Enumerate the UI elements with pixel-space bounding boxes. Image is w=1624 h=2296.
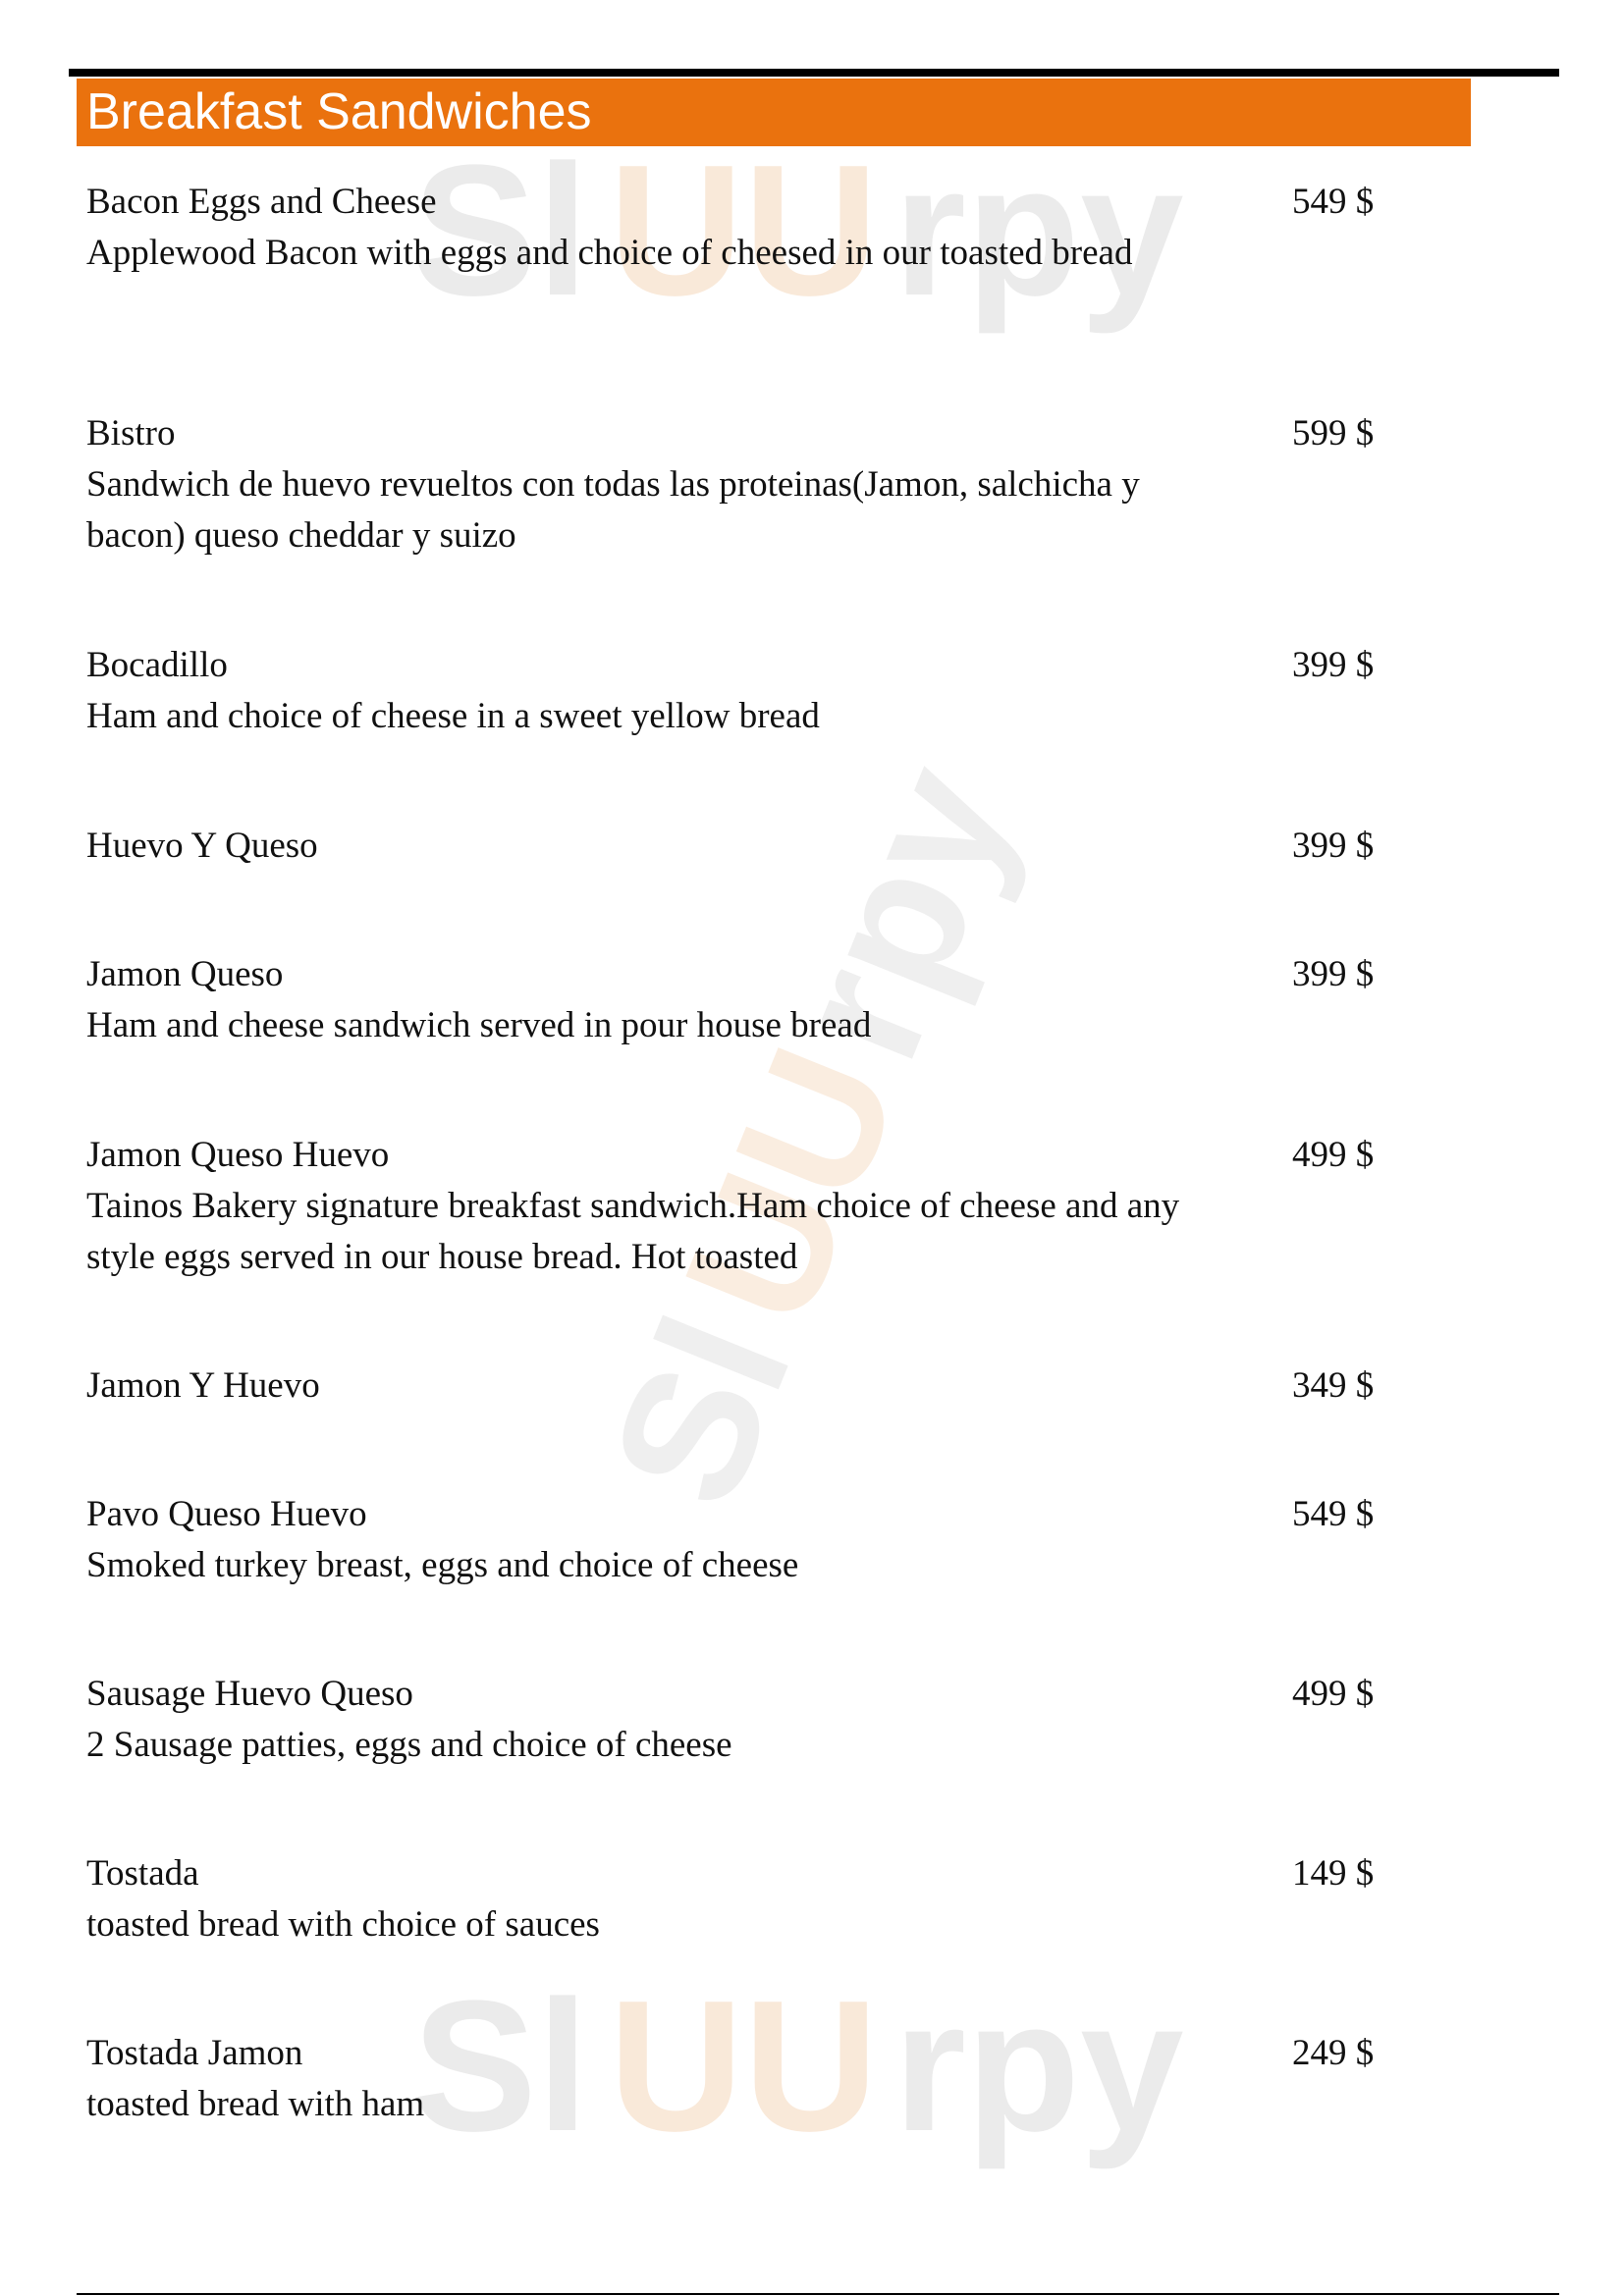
item-description: Ham and choice of cheese in a sweet yellow bread [86, 696, 820, 736]
item-name: Bocadillo [86, 645, 228, 685]
menu-item [86, 640, 1402, 742]
item-description: toasted bread with choice of sauces [86, 1904, 600, 1945]
item-name: Huevo Y Queso [86, 826, 318, 866]
item-description: Ham and cheese sandwich served in pour house bread [86, 1005, 872, 1045]
item-price: 399 $ [1292, 826, 1375, 866]
svg-text:rpy: rpy [893, 127, 1184, 335]
svg-text:rpy: rpy [751, 738, 1054, 1087]
item-description: 2 Sausage patties, eggs and choice of cheese [86, 1725, 732, 1765]
item-price: 599 $ [1292, 413, 1375, 454]
item-name: Sausage Huevo Queso [86, 1674, 413, 1714]
item-price: 549 $ [1292, 182, 1375, 222]
item-description: toasted bread with ham [86, 2084, 425, 2124]
item-price: 399 $ [1292, 645, 1375, 685]
menu-item [86, 949, 1402, 1051]
item-price: 349 $ [1292, 1365, 1375, 1406]
item-price: 249 $ [1292, 2033, 1375, 2073]
item-name: Jamon Y Huevo [86, 1365, 320, 1406]
item-description: Tainos Bakery signature breakfast sandwich.Ham choice of cheese and any style eggs served in our house bread. Hot toasted [86, 1186, 1180, 1277]
item-price: 499 $ [1292, 1135, 1375, 1175]
menu-item [86, 177, 1402, 279]
svg-text:Sl: Sl [412, 1962, 589, 2170]
menu-item [86, 1669, 1402, 1771]
bottom-rule [77, 2293, 1559, 2295]
item-price: 499 $ [1292, 1674, 1375, 1714]
section-title: Breakfast Sandwiches [86, 83, 592, 140]
item-description: Sandwich de huevo revueltos con todas las proteinas(Jamon, salchicha y bacon) queso cheddar y suizo [86, 464, 1140, 556]
svg-text:Sl: Sl [570, 1290, 831, 1532]
item-name: Bacon Eggs and Cheese [86, 182, 437, 222]
item-name: Tostada [86, 1853, 199, 1894]
item-name: Jamon Queso [86, 954, 284, 994]
item-description: Applewood Bacon with eggs and choice of cheesed in our toasted bread [86, 233, 1133, 273]
menu-item [86, 1361, 1402, 1412]
menu-item [86, 408, 1402, 561]
item-description: Smoked turkey breast, eggs and choice of cheese [86, 1545, 799, 1585]
item-name: Pavo Queso Huevo [86, 1494, 367, 1534]
svg-text:UU: UU [644, 1022, 940, 1351]
menu-item [86, 1489, 1402, 1591]
svg-text:UU: UU [609, 1962, 879, 2170]
item-price: 399 $ [1292, 954, 1375, 994]
svg-text:Sl: Sl [412, 127, 589, 335]
menu-item [86, 2028, 1402, 2130]
item-name: Bistro [86, 413, 176, 454]
item-name: Tostada Jamon [86, 2033, 303, 2073]
menu-item [86, 821, 1402, 872]
svg-text:UU: UU [609, 127, 879, 335]
item-price: 549 $ [1292, 1494, 1375, 1534]
item-name: Jamon Queso Huevo [86, 1135, 390, 1175]
item-price: 149 $ [1292, 1853, 1375, 1894]
menu-item [86, 1130, 1402, 1283]
menu-item [86, 1848, 1402, 1950]
svg-text:rpy: rpy [893, 1962, 1184, 2170]
